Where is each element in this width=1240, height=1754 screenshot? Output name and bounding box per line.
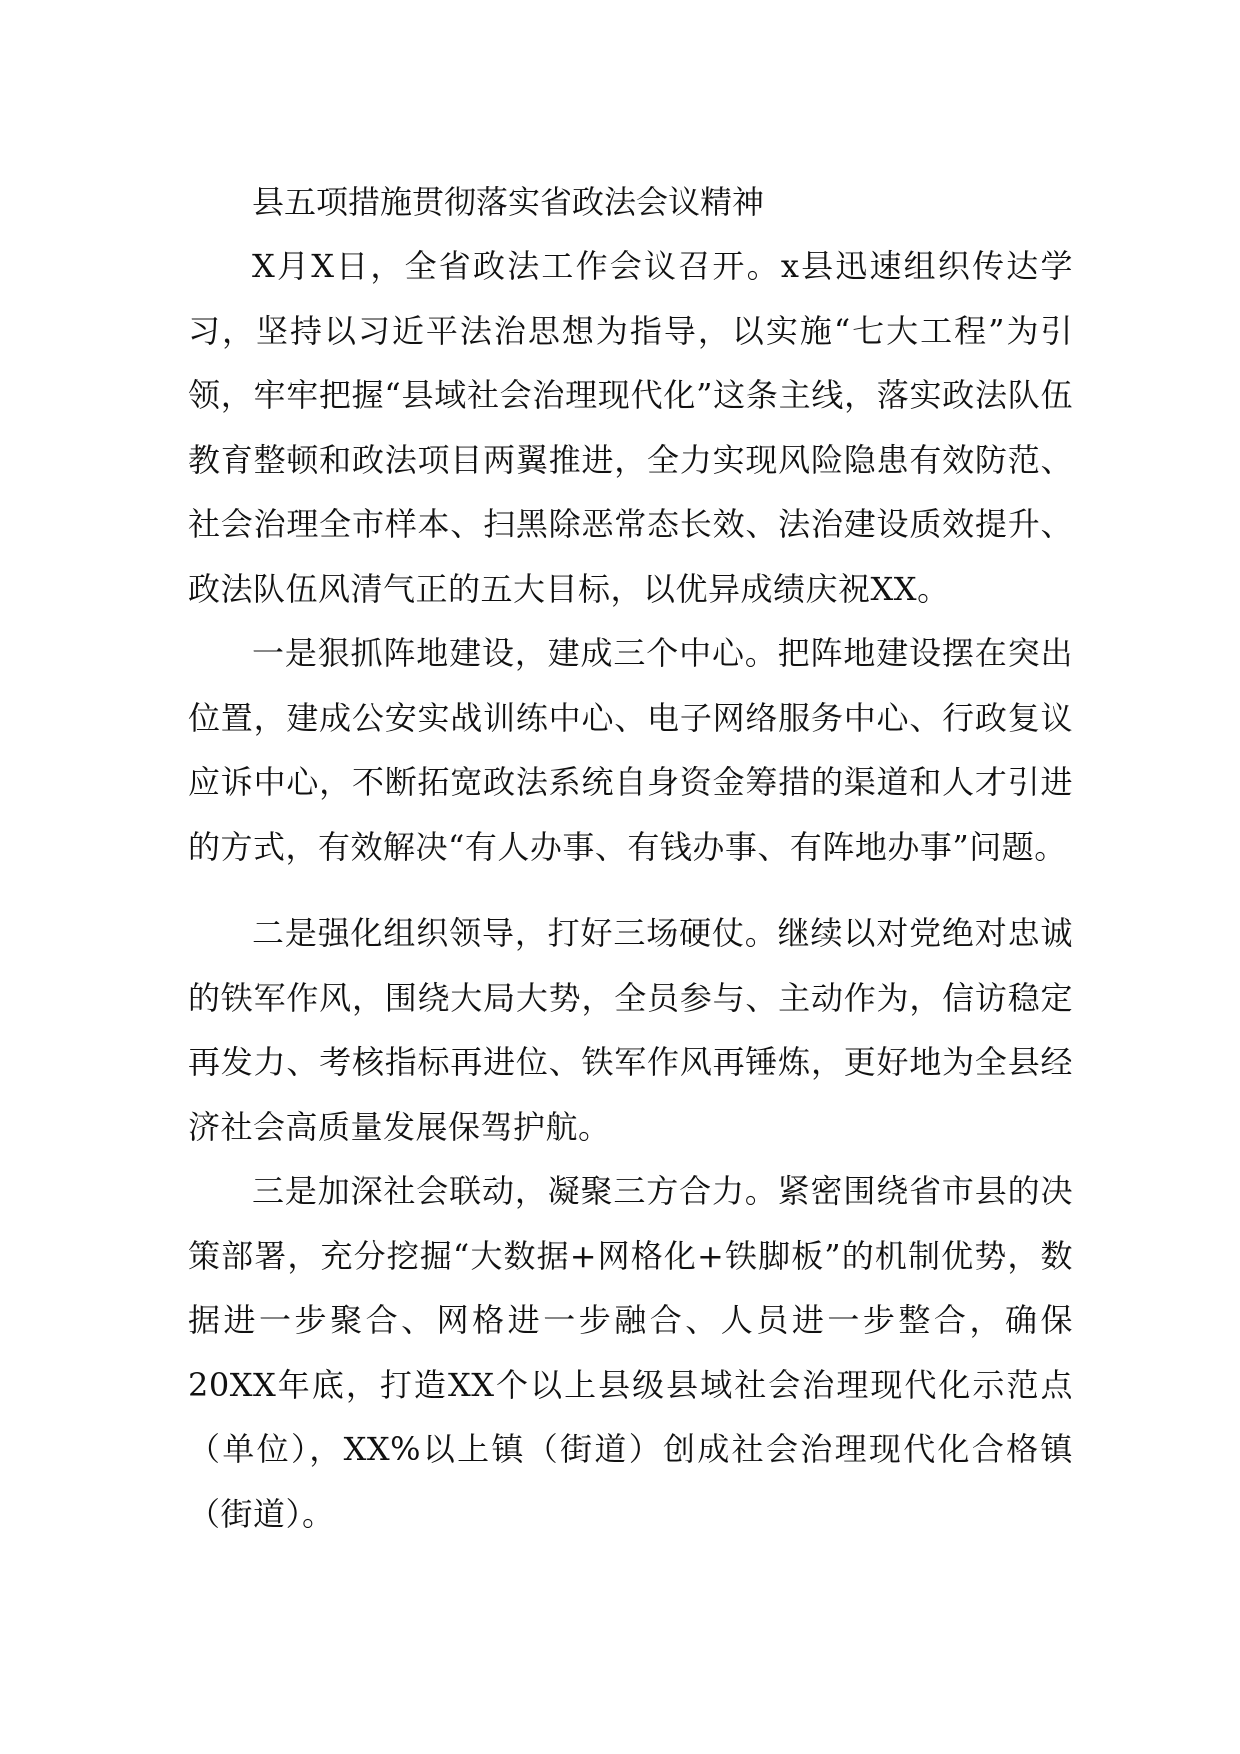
paragraph-measure-2: 二是强化组织领导，打好三场硬仗。继续以对党绝对忠诚的铁军作风，围绕大局大势，全员参与、主动作为，信访稳定再发力、考核指标再进位、铁军作风再锤炼，更好地为全县经济社会高质量发展保驾护航。 bbox=[188, 914, 1073, 1146]
paragraph-intro: X月X日，全省政法工作会议召开。x县迅速组织传达学习，坚持以习近平法治思想为指导，以实施“七大工程”为引领，牢牢把握“县域社会治理现代化”这条主线，落实政法队伍教育整顿和政法项目两翼推进，全力实现风险隐患有效防范、社会治理全市样本、扫黑除恶常态长效、法治建设质效提升、政法队伍风清气正的五大目标，以优异成绩庆祝XX。 bbox=[188, 247, 1073, 608]
paragraph-measure-3: 三是加深社会联动，凝聚三方合力。紧密围绕省市县的决策部署，充分挖掘“大数据+网格化+铁脚板”的机制优势，数据进一步聚合、网格进一步融合、人员进一步整合，确保20XX年底，打造XX个以上县级县域社会治理现代化示范点（单位），XX%以上镇（街道）创成社会治理现代化合格镇（街道）。 bbox=[188, 1172, 1073, 1533]
document-title: 县五项措施贯彻落实省政法会议精神 bbox=[252, 183, 765, 221]
paragraph-measure-1: 一是狠抓阵地建设，建成三个中心。把阵地建设摆在突出位置，建成公安实战训练中心、电子网络服务中心、行政复议应诉中心，不断拓宽政法系统自身资金筹措的渠道和人才引进的方式，有效解决“有人办事、有钱办事、有阵地办事”问题。 bbox=[188, 634, 1073, 866]
document-body bbox=[188, 170, 1073, 1546]
